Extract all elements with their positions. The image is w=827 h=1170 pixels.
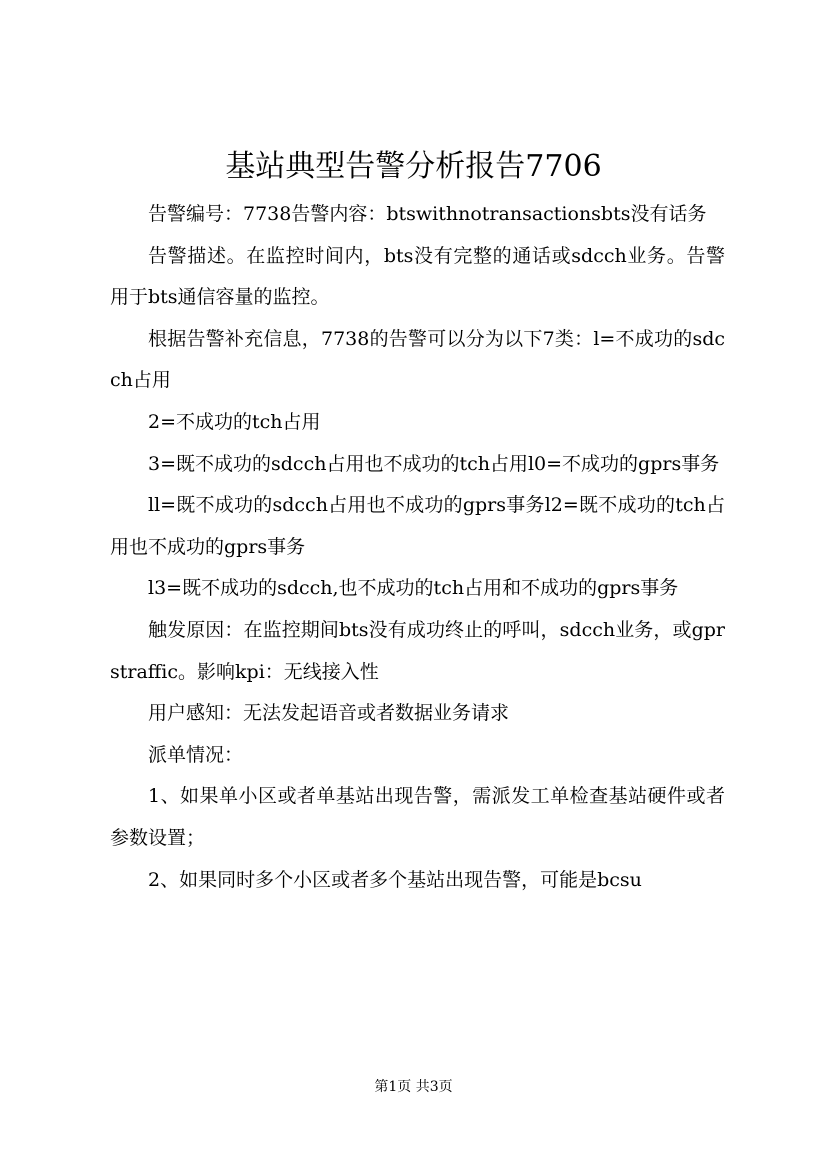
paragraph-user-perception: 用户感知：无法发起语音或者数据业务请求 bbox=[148, 702, 510, 725]
paragraph-alarm-categories: 根据告警补充信息，7738的告警可以分为以下7类：l=不成功的sdcch占用 bbox=[110, 327, 725, 392]
document-body bbox=[110, 194, 725, 901]
paragraph-dispatch-heading: 派单情况： bbox=[148, 743, 244, 766]
document-title: 基站典型告警分析报告7706 bbox=[225, 149, 602, 184]
paragraph-trigger-cause: 触发原因：在监控期间bts没有成功终止的呼叫，sdcch业务，或gprstraffic。影响kpi：无线接入性 bbox=[110, 618, 725, 683]
paragraph-category-2: 2=不成功的tch占用 bbox=[148, 410, 321, 433]
paragraph-category-13: l3=既不成功的sdcch,也不成功的tch占用和不成功的gprs事务 bbox=[148, 577, 679, 600]
paragraph-category-3-10: 3=既不成功的sdcch占用也不成功的tch占用l0=不成功的gprs事务 bbox=[148, 452, 720, 475]
paragraph-dispatch-item-2: 2、如果同时多个小区或者多个基站出现告警，可能是bcsu bbox=[148, 868, 642, 891]
paragraph-category-11-12: ll=既不成功的sdcch占用也不成功的gprs事务l2=既不成功的tch占用也不成功的gprs事务 bbox=[110, 494, 725, 558]
paragraph-alarm-description: 告警描述。在监控时间内，bts没有完整的通话或sdcch业务。告警用于bts通信容量的监控。 bbox=[110, 244, 725, 309]
paragraph-alarm-number: 告警编号：7738告警内容：btswithnotransactionsbts没有话务 bbox=[148, 203, 707, 225]
paragraph-dispatch-item-1: 1、如果单小区或者单基站出现告警，需派发工单检查基站硬件或者参数设置； bbox=[110, 785, 725, 849]
page-number-footer: 第1页 共3页 bbox=[374, 1079, 453, 1095]
